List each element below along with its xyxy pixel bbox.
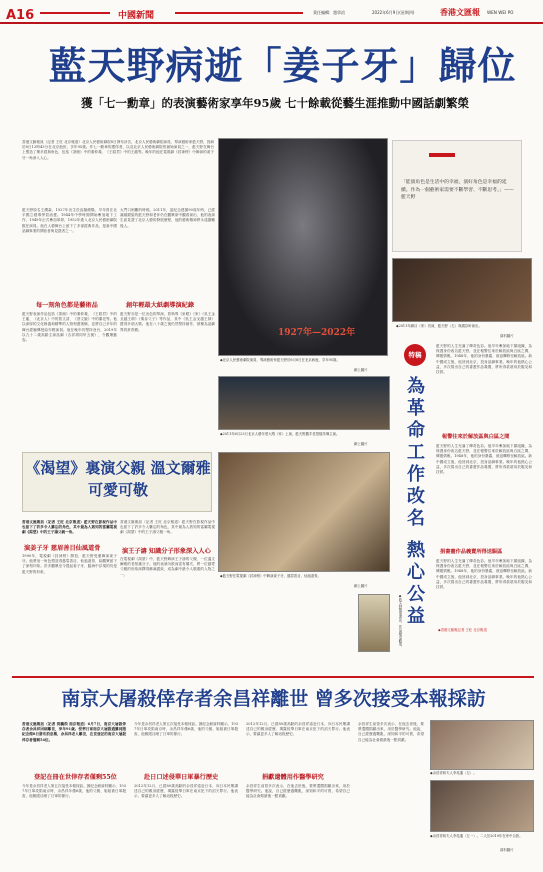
header-rule-right xyxy=(175,12,303,14)
article2-credit: 資料圖片 xyxy=(500,848,514,852)
article2-caption2: ◆余昌祥和夫人李兆蓮（左一）。二人於2019年在家中合影。 xyxy=(430,834,523,838)
article2-col3-top: 2012年12月，已經80歲高齡的余昌祥遠赴日本，向日本民眾講述自己的親身經歷，揭露侵華日軍在南京犯下的滔天罪行。他表示，要讓更多人了解這段歷史。 xyxy=(246,722,350,737)
bottom-left-headline: 《渴望》裏演父親 溫文爾雅可愛可敬 xyxy=(25,459,211,499)
stage-photo xyxy=(218,376,390,430)
main-photo-caption: ◆北京人民藝術劇院演員、導演藝術家藍天野於6月8日在北京病逝，享年95歲。 xyxy=(220,358,340,362)
bottom-left-headline-box xyxy=(22,452,212,512)
feature-badge: 特稿 xyxy=(404,344,426,366)
article1-subhead2: 創年輕最大紙劇導演紀錄 xyxy=(126,302,195,309)
article2-lead: 香港文匯報訊（記者 賀鵬飛 南京報道）6月7日，南京大屠殺倖存者余昌祥因病離世，享年91歲。侵華日軍南京大屠殺遇難同胞紀念館8日發布消息稱，余昌祥老人離世，在世登記的南京大屠殺倖存者僅剩54位。 xyxy=(22,722,126,742)
main-headline: 藍天野病逝「姜子牙」歸位 xyxy=(48,43,517,88)
article1-col1 xyxy=(22,208,117,293)
top-right-caption: ◆2011年劇目《家》首演，藍天野（左）與濮存昕演出。 xyxy=(396,324,482,328)
masthead-logo: 香港文匯報 xyxy=(440,7,480,17)
stage-credit: 網上圖片 xyxy=(354,442,368,446)
header-rule-left xyxy=(40,12,110,14)
main-portrait-photo xyxy=(218,138,388,356)
article2-photo-top xyxy=(430,720,534,770)
article1-subhead1: 每一刻角色都是藝術品 xyxy=(36,302,98,309)
page-number: A16 xyxy=(6,8,35,23)
feature-body: 藍天野的人生充滿了傳奇色彩。他早年參加地下黨組織，為保護身份改名藍天野，並在報警往來於解放區與白區之間，傳遞情報。1948年，他的身份暴露，被迫轉移至解放區。新中國成立後，他回到北京，投身話劇事業。晚年的他熱心公益，多次捐出自己的書畫作品義賣，將所得款項用於賑災和扶貧。 xyxy=(436,344,532,375)
feature-credit: ◆香港文匯報記者 王旺 北京報道 xyxy=(438,628,487,632)
feature-subhead1: 報警往來於解放區與白區之間 xyxy=(442,434,510,440)
feature-body2: 藍天野的人生充滿了傳奇色彩。他早年參加地下黨組織，為保護身份改名藍天野，並在報警往來於解放區與白區之間，傳遞情報。1948年，他的身份暴露，被迫轉移至解放區。新中國成立後，他回到北京，投身話劇事業。晚年的他熱心公益，多次捐出自己的書畫作品義賣，將所得款項用於賑災和扶貧。 xyxy=(436,444,532,475)
quote-box xyxy=(392,140,522,252)
issue-date: 2022年6月9日(星期四) xyxy=(372,10,415,15)
article1-col2b: 藍天野亦是一位出色的導演，曾執導《針眼》《家》《吳王金戈越王劍》《秦皇父子》等作品，其中《吳王金戈越王劍》獲得多項大獎。他在八十歲之後仍然堅持創作，被譽為話劇界的常青樹。 xyxy=(120,312,215,332)
article1-col1-text: 藍天野原名王潤森，1927年出生於直隸饒陽，早年曾在北平國立藝專學習油畫。1944年中學時期開始參加地下工作，1949年正式參加革命，1952年進入北京人民藝術劇院擔任演員。他在人藝舞台上留下了多部經典作品，是新中國話劇事業的開拓者與見證者之一。 xyxy=(22,208,117,233)
article1-col1b: 藍天野表演作品包括《茶館》中的秦仲義、《王昭君》中的王龍、《北京人》中的曾文清、《蔡文姬》中的董祀等。他以深厚的文化修養和精準的人物刻畫著稱，並將自己多年的舞台經驗傳授給年輕演員。他在晚年仍堅持登台，2019年以九十二歲高齡主演話劇《吉祥胡同甲五號》，令觀眾動容。 xyxy=(22,312,117,343)
article2-body3: 余昌祥生前曾多次表示，在他去世後，要將遺體捐獻出來，用於醫學研究。他說，自己經歷過戰亂，深知和平的可貴，希望自己能為社會做最後一點貢獻。 xyxy=(246,784,350,799)
small-calligraphy-photo xyxy=(358,594,390,652)
article2-caption1: ◆余昌祥和夫人李兆蓮（左）。 xyxy=(430,771,477,775)
masthead-site: WEN WEI PO xyxy=(487,10,514,15)
article2-subhead1: 登記在冊在世倖存者僅剩55位 xyxy=(34,774,117,781)
feature-subhead2: 捐書畫作品義賣所得送賑區 xyxy=(440,549,503,555)
portrait-date-overlay: 1927年—2022年 xyxy=(278,328,356,338)
section-title: 中國新聞 xyxy=(118,11,155,21)
article2-col4: 余昌祥生前曾多次表示，在他去世後，要將遺體捐獻出來，用於醫學研究。他說，自己經歷過戰亂，深知和平的可貴，希望自己能為社會做最後一點貢獻。 xyxy=(358,722,424,742)
feature-title: 為革命工作改名 熱心公益 xyxy=(404,376,425,629)
bottom-left-body1: 1990年，電視劇《封神榜》開拍，藍天野受邀飾演姜子牙。他將這一角色塑造得慈眉善目、仙風道骨，給觀眾留下了深刻印象。許多觀眾至今提起姜子牙，腦海中浮現的仍是藍天野的形象。 xyxy=(22,554,117,574)
article2-photo-bottom xyxy=(430,780,534,832)
article2-subhead3: 捐獻遺體用作醫學研究 xyxy=(262,774,324,781)
section-divider xyxy=(12,676,534,678)
article2-col2-top: 今年是余昌祥老人第五次接受本報採訪。據紀念館資料顯示，1937年日軍攻陷南京時，余昌祥年僅6歲，他的父親、姐姐被日軍殺害，他親眼目睹了日軍的暴行。 xyxy=(134,722,238,737)
tv-credit: 網上圖片 xyxy=(354,584,368,588)
tv-caption: ◆藍天野在電視劇《封神榜》中飾演姜子牙，慈眉善目，仙風道骨。 xyxy=(220,574,321,578)
article2-body2: 2012年12月，已經80歲高齡的余昌祥遠赴日本，向日本民眾講述自己的親身經歷，揭露侵華日軍在南京犯下的滔天罪行。他表示，要讓更多人了解這段歷史。 xyxy=(134,784,238,799)
top-right-credit: 資料圖片 xyxy=(500,334,514,338)
bottom-left-subhead2: 演王子濤 知識分子形象深入人心 xyxy=(122,548,211,555)
quote-mark xyxy=(429,153,455,157)
bottom-left-subhead1: 演姜子牙 慈眉善目仙風道骨 xyxy=(24,545,101,552)
bottom-left-body2: 在電視劇《渴望》中，藍天野飾演王子濤的父親，一位溫文爾雅的老知識分子。他的表演內斂而富有層次，將一位慈愛父親的形象演繹得淋漓盡致，成為劇中最令人敬重的人物之一。 xyxy=(120,557,215,577)
main-subheadline: 獲「七一勳章」的表演藝術家享年95歲 七十餘載從藝生涯推動中國話劇繁榮 xyxy=(80,96,469,110)
article1-lead: 香港文匯報訊（記者 王旺 北京報道）北京人民藝術劇院8日發布訃告，北京人民藝術劇院演員、導演藝術家藍天野，因病於8日13時43分在北京逝世，享年95歲。作七一勳章的獲得者，以及北京人民藝術劇院的創始演員之一，藍天野在舞台上塑造了眾多經典角色，包括《茶館》中的秦仲義、《王昭君》中的王龍等。晚年的他在電視劇《封神榜》中飾演的姜子牙一角深入人心。 xyxy=(22,140,214,160)
editor-credit: 責任編輯：趙寧渲 xyxy=(313,10,345,15)
bottom-left-lead: 香港文匯報訊（記者 王旺 北京報道）藍天野在影視作品中也留下了許多令人難忘的角色，其中最為人熟知的當屬電視劇《渴望》中的王子濤父親一角。 xyxy=(22,520,117,535)
article2-headline: 南京大屠殺倖存者余昌祥離世 曾多次接受本報採訪 xyxy=(61,688,486,710)
tv-photo xyxy=(218,452,390,572)
top-right-photo xyxy=(392,258,532,322)
feature-body3: 藍天野的人生充滿了傳奇色彩。他早年參加地下黨組織，為保護身份改名藍天野，並在報警往來於解放區與白區之間，傳遞情報。1948年，他的身份暴露，被迫轉移至解放區。新中國成立後，他回到北京，投身話劇事業。晚年的他熱心公益，多次捐出自己的書畫作品義賣，將所得款項用於賑災和扶貧。 xyxy=(436,559,532,590)
main-photo-credit: 網上圖片 xyxy=(354,368,368,372)
small-photo-caption: ◆藍天野熱愛書法，作品頗受歡迎。 xyxy=(398,594,402,649)
stage-caption: ◆2011年6月23日北京人藝年度大戲《家》上演，藍天野攜手老搭檔朱琳主演。 xyxy=(220,432,340,436)
article1-col2: 大門口困難的時候。2011年，當紀念建黨90周年時，已經滿頭銀髮的藍天野和老伴仍在觀眾席中觀看演出，他的表演生涯見證了北京人藝的發展歷程，他的藝術精神將永遠激勵後人。 xyxy=(120,208,215,228)
article2-body1: 今年是余昌祥老人第五次接受本報採訪。據紀念館資料顯示，1937年日軍攻陷南京時，余昌祥年僅6歲，他的父親、姐姐被日軍殺害，他親眼目睹了日軍的暴行。 xyxy=(22,784,126,799)
bottom-left-body1b: 香港文匯報訊（記者 王旺 北京報道）藍天野在影視作品中也留下了許多令人難忘的角色，其中最為人熟知的當屬電視劇《渴望》中的王子濤父親一角。 xyxy=(120,520,215,535)
quote-text: 「能演角色是生活中的幸福，演好角色是幸福的延續。作為一個藝術家需要不斷學習、不斷思考。」——藍天野 xyxy=(401,180,514,200)
article2-subhead2: 赴日口述侵華日軍暴行歷史 xyxy=(144,774,219,781)
